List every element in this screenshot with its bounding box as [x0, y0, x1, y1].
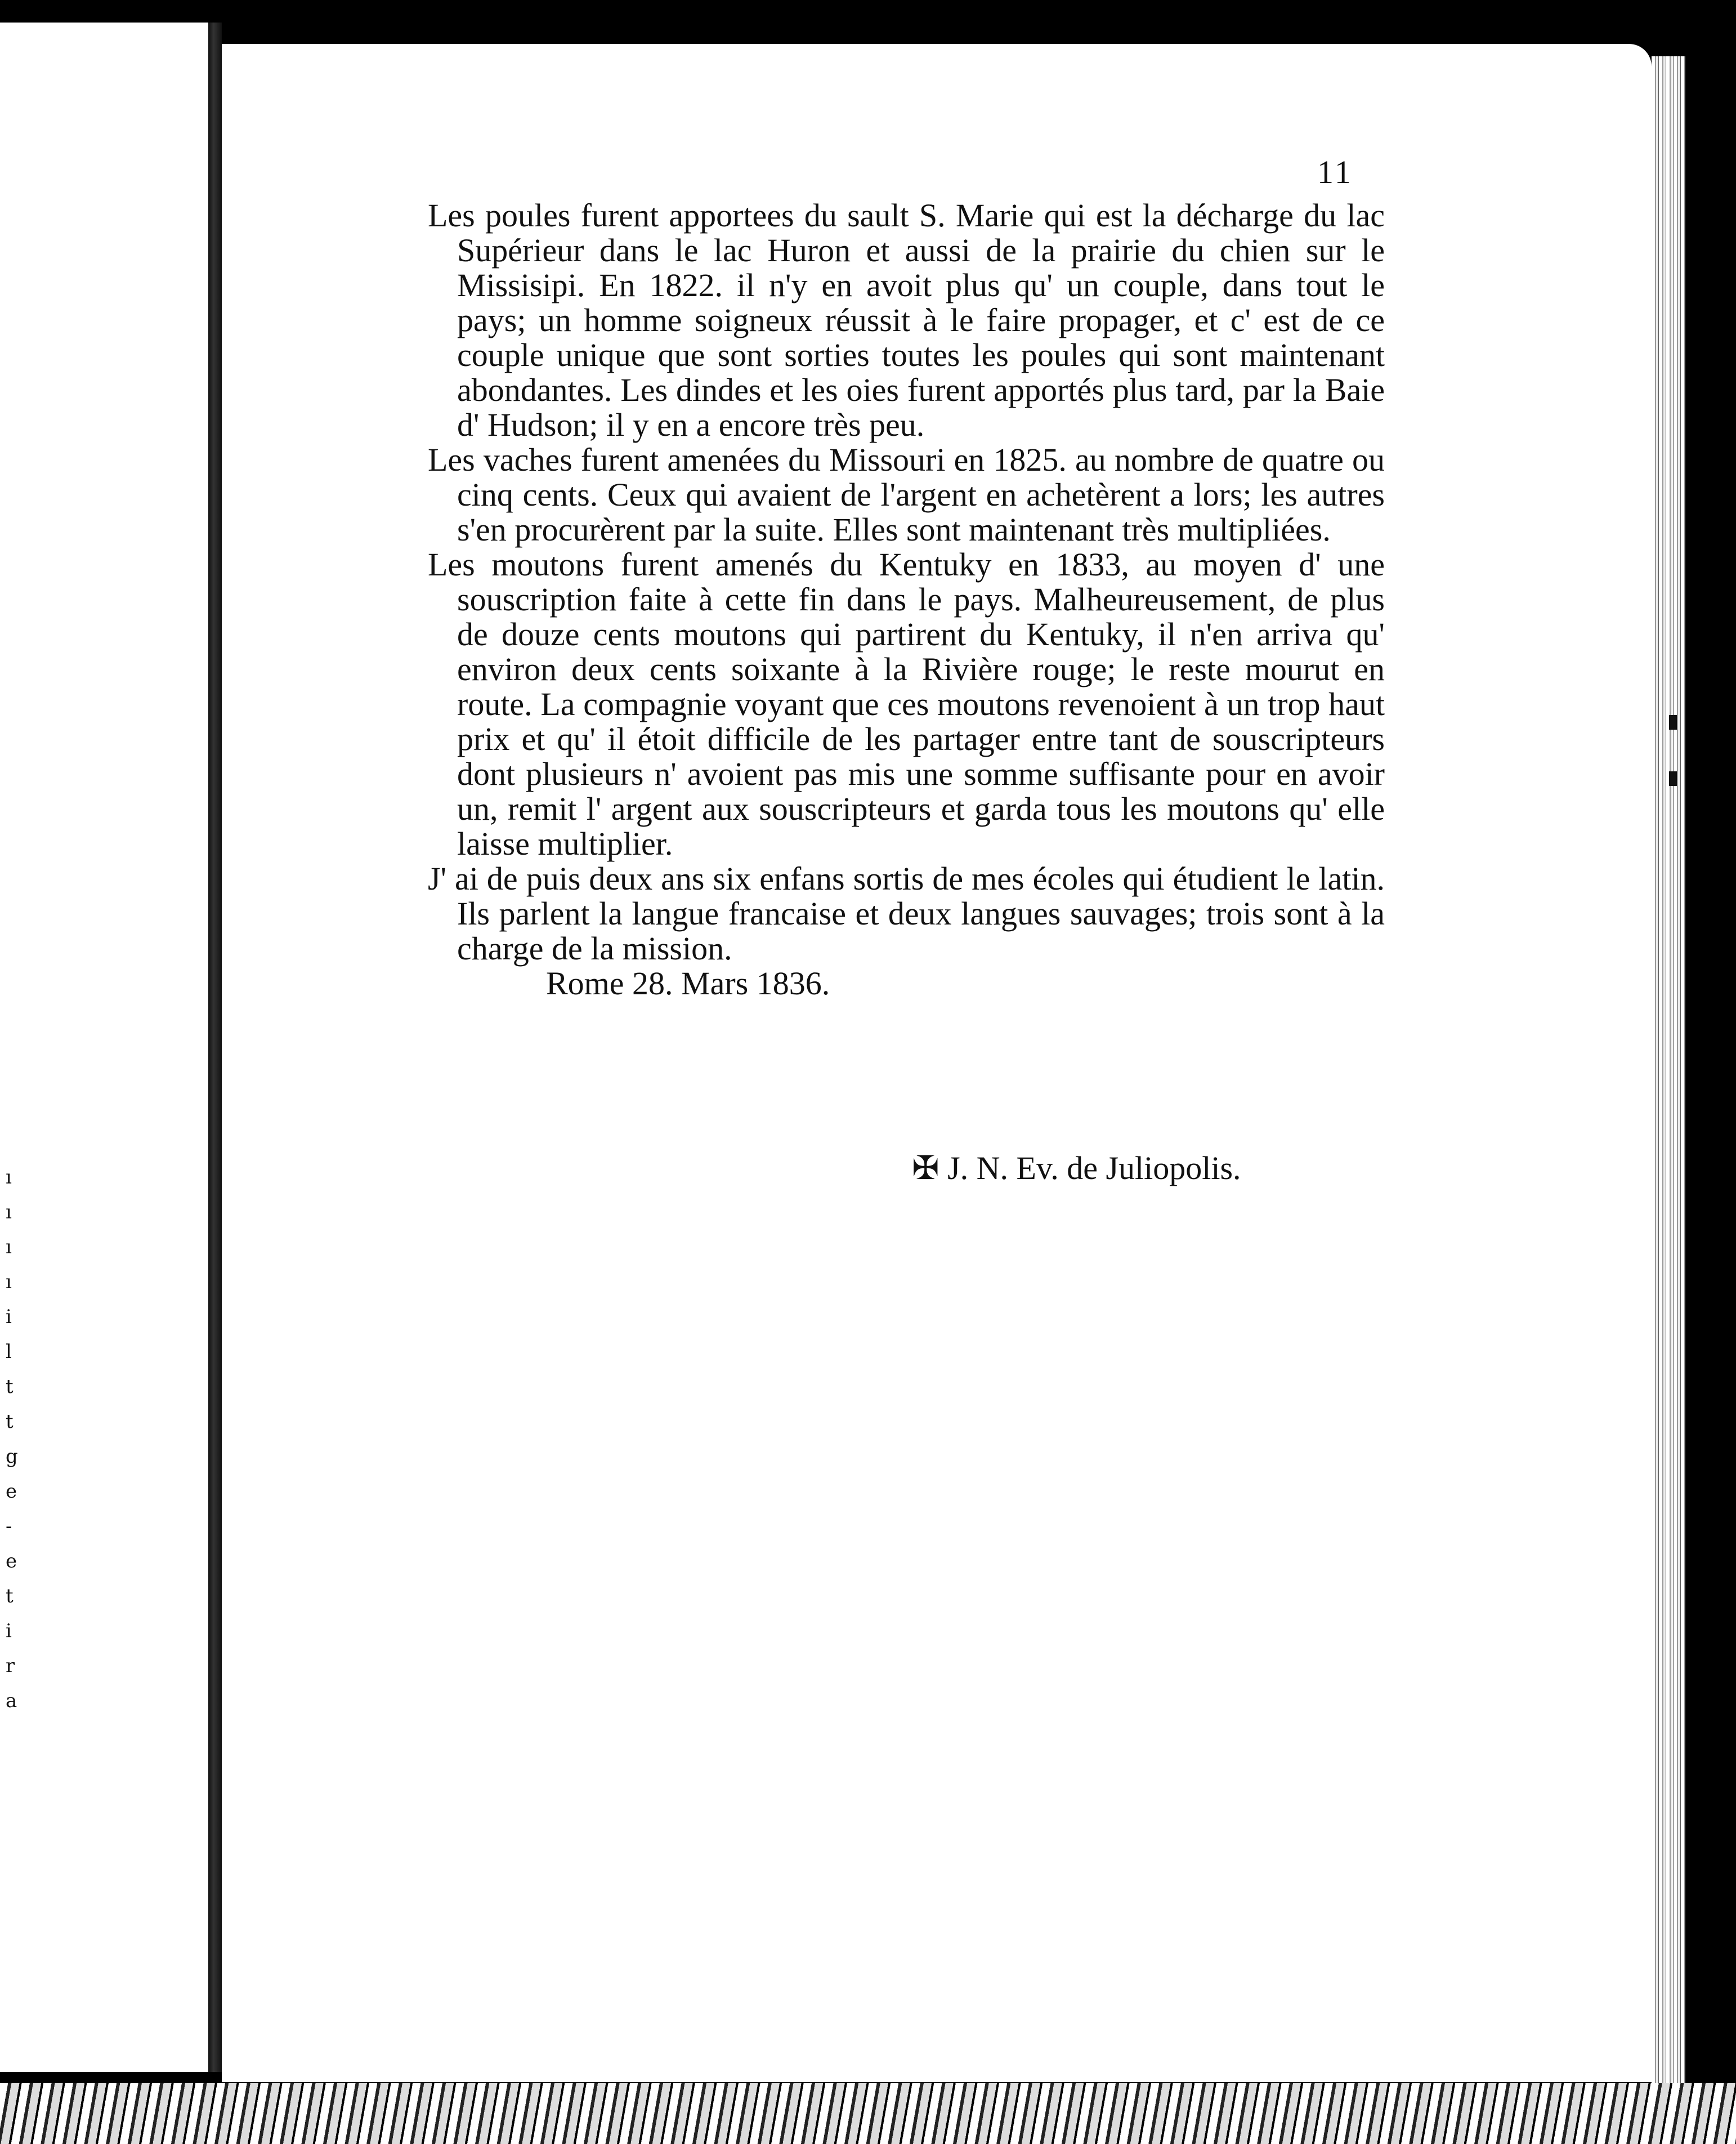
fragment: i: [6, 1306, 12, 1328]
fragment: e: [6, 1550, 17, 1573]
fragment: -: [6, 1515, 12, 1538]
page-number: 11: [1317, 154, 1353, 190]
fragment: e: [6, 1480, 17, 1503]
dateline: Rome 28. Mars 1836.: [546, 965, 830, 1002]
fragment: l: [6, 1341, 12, 1363]
page-edges: [1652, 56, 1685, 2083]
book-gutter: [208, 23, 222, 2072]
edge-mark: [1669, 715, 1677, 730]
fragment: ı: [6, 1166, 12, 1189]
paragraph-poules: Les poules furent apportees du sault S. Marie qui est la décharge du lac Supérieur dans le lac Huron et aussi de la prairie du chien sur le Missisipi. En 1822. il n'y en avoit plus qu' un couple, dans tout le pays; un homme soigneux réussit à le faire propager, et c' est de ce couple unique que sont sorties toutes les poules qui sont maintenant abondantes. Les dindes et les oies furent apportés plus tard, par la Baie d' Hudson; il y en a encore très peu.: [428, 197, 1385, 443]
fragment: t: [6, 1375, 14, 1398]
paragraph-moutons: Les moutons furent amenés du Kentuky en 1833, au moyen d' une souscription faite à cette fin dans le pays. Malheureusement, de plus de douze cents moutons qui partirent du Kentuky, il n'en arriva qu' environ deux cents soixante à la Rivière rouge; le reste mourut en route. La compagnie voyant que ces moutons revenoient à un trop haut prix et qu' il étoit difficile de les partager entre tant de souscripteurs dont plusieurs n' avoient pas mis une somme suffisante pour en avoir un, remit l' argent aux souscripteurs et garda tous les moutons qu' elle laisse multiplier.: [428, 546, 1385, 862]
marbled-edge: [0, 2083, 1736, 2144]
fragment: ı: [6, 1236, 12, 1258]
fragment: t: [6, 1585, 14, 1607]
fragment: ı: [6, 1271, 12, 1293]
left-page-edge: [0, 23, 208, 2072]
fragment: g: [6, 1445, 18, 1468]
paragraph-ecoles: J' ai de puis deux ans six enfans sortis de mes écoles qui étudient le latin. Ils parlent la langue francaise et deux langues sauvages; trois sont à la charge de la mission.: [428, 860, 1385, 967]
body-text: [428, 198, 1385, 1001]
left-page-fragments: [6, 1160, 17, 1718]
edge-mark: [1669, 771, 1677, 786]
paragraph-vaches: Les vaches furent amenées du Missouri en 1825. au nombre de quatre ou cinq cents. Ceux qui avaient de l'argent en achetèrent a lors; les autres s'en procurèrent par la suite. Elles sont maintenant très multipliées.: [428, 441, 1385, 548]
signature: ✠ J. N. Ev. de Juliopolis.: [912, 1150, 1241, 1186]
fragment: r: [6, 1655, 15, 1677]
fragment: i: [6, 1620, 12, 1642]
fragment: t: [6, 1410, 14, 1433]
fragment: ı: [6, 1201, 12, 1223]
fragment: a: [6, 1690, 17, 1712]
